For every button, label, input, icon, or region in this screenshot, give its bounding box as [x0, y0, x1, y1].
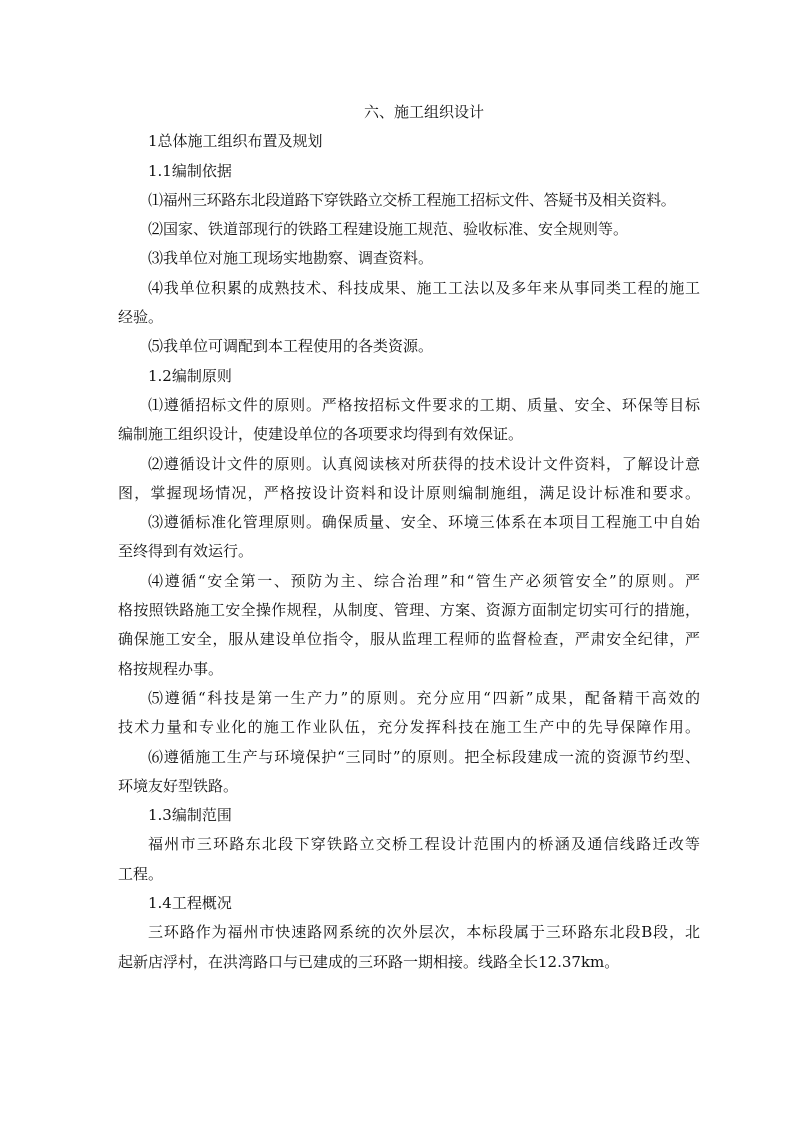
- section-title: 六、施工组织设计: [363, 103, 484, 121]
- paragraph-line: 编制施工组织设计，使建设单位的各项要求均得到有效保证。: [118, 425, 524, 444]
- heading-scope: 1.3编制范围: [148, 806, 232, 825]
- paragraph-line: 工程。: [118, 864, 164, 883]
- paragraph-line: 格按照铁路施工安全操作规程，从制度、管理、方案、资源方面制定切实可行的措施，: [118, 601, 700, 620]
- paragraph-line: 至终得到有效运行。: [118, 542, 254, 561]
- paragraph-line: ⑷遵循“安全第一、预防为主、综合治理”和“管生产必须管安全”的原则。严: [148, 571, 700, 590]
- heading-basis: 1.1编制依据: [148, 161, 232, 180]
- heading-principles: 1.2编制原则: [148, 366, 232, 385]
- paragraph-line: ⑵国家、铁道部现行的铁路工程建设施工规范、验收标准、安全规则等。: [148, 220, 629, 239]
- document-body: [118, 98, 700, 977]
- paragraph-line: 福州市三环路东北段下穿铁路立交桥工程设计范围内的桥涵及通信线路迁改等: [148, 835, 700, 854]
- paragraph-line: 格按规程办事。: [118, 659, 224, 678]
- paragraph-line: 图，掌握现场情况，严格按设计资料和设计原则编制施组，满足设计标准和要求。: [118, 483, 700, 502]
- paragraph-line: 环境友好型铁路。: [118, 776, 239, 795]
- heading-overall-plan: 1总体施工组织布置及规划: [148, 132, 323, 151]
- paragraph-line: ⑷我单位积累的成熟技术、科技成果、施工工法以及多年来从事同类工程的施工: [148, 278, 700, 297]
- paragraph-line: 经验。: [118, 308, 164, 327]
- paragraph-line: ⑵遵循设计文件的原则。认真阅读核对所获得的技术设计文件资料，了解设计意: [148, 454, 700, 473]
- paragraph-line: ⑹遵循施工生产与环境保护“三同时”的原则。把全标段建成一流的资源节约型、: [148, 747, 700, 766]
- paragraph-line: ⑴福州三环路东北段道路下穿铁路立交桥工程施工招标文件、答疑书及相关资料。: [148, 190, 676, 209]
- paragraph-line: ⑶遵循标准化管理原则。确保质量、安全、环境三体系在本项目工程施工中自始: [148, 513, 700, 532]
- paragraph-line: ⑴遵循招标文件的原则。严格按招标文件要求的工期、质量、安全、环保等目标: [148, 395, 700, 414]
- paragraph-line: 起新店浮村，在洪湾路口与已建成的三环路一期相接。线路全长12.37km。: [118, 952, 620, 971]
- paragraph-line: ⑶我单位对施工现场实地勘察、调查资料。: [148, 249, 434, 268]
- paragraph-line: 三环路作为福州市快速路网系统的次外层次，本标段属于三环路东北段B段，北: [148, 923, 700, 942]
- paragraph-line: 确保施工安全，服从建设单位指令，服从监理工程师的监督检查，严肃安全纪律，严: [118, 630, 700, 649]
- paragraph-line: ⑸遵循“科技是第一生产力”的原则。充分应用“四新”成果，配备精干高效的: [148, 688, 700, 707]
- paragraph-line: 技术力量和专业化的施工作业队伍，充分发挥科技在施工生产中的先导保障作用。: [118, 718, 700, 737]
- paragraph-line: ⑸我单位可调配到本工程使用的各类资源。: [148, 337, 434, 356]
- heading-overview: 1.4工程概况: [148, 894, 232, 913]
